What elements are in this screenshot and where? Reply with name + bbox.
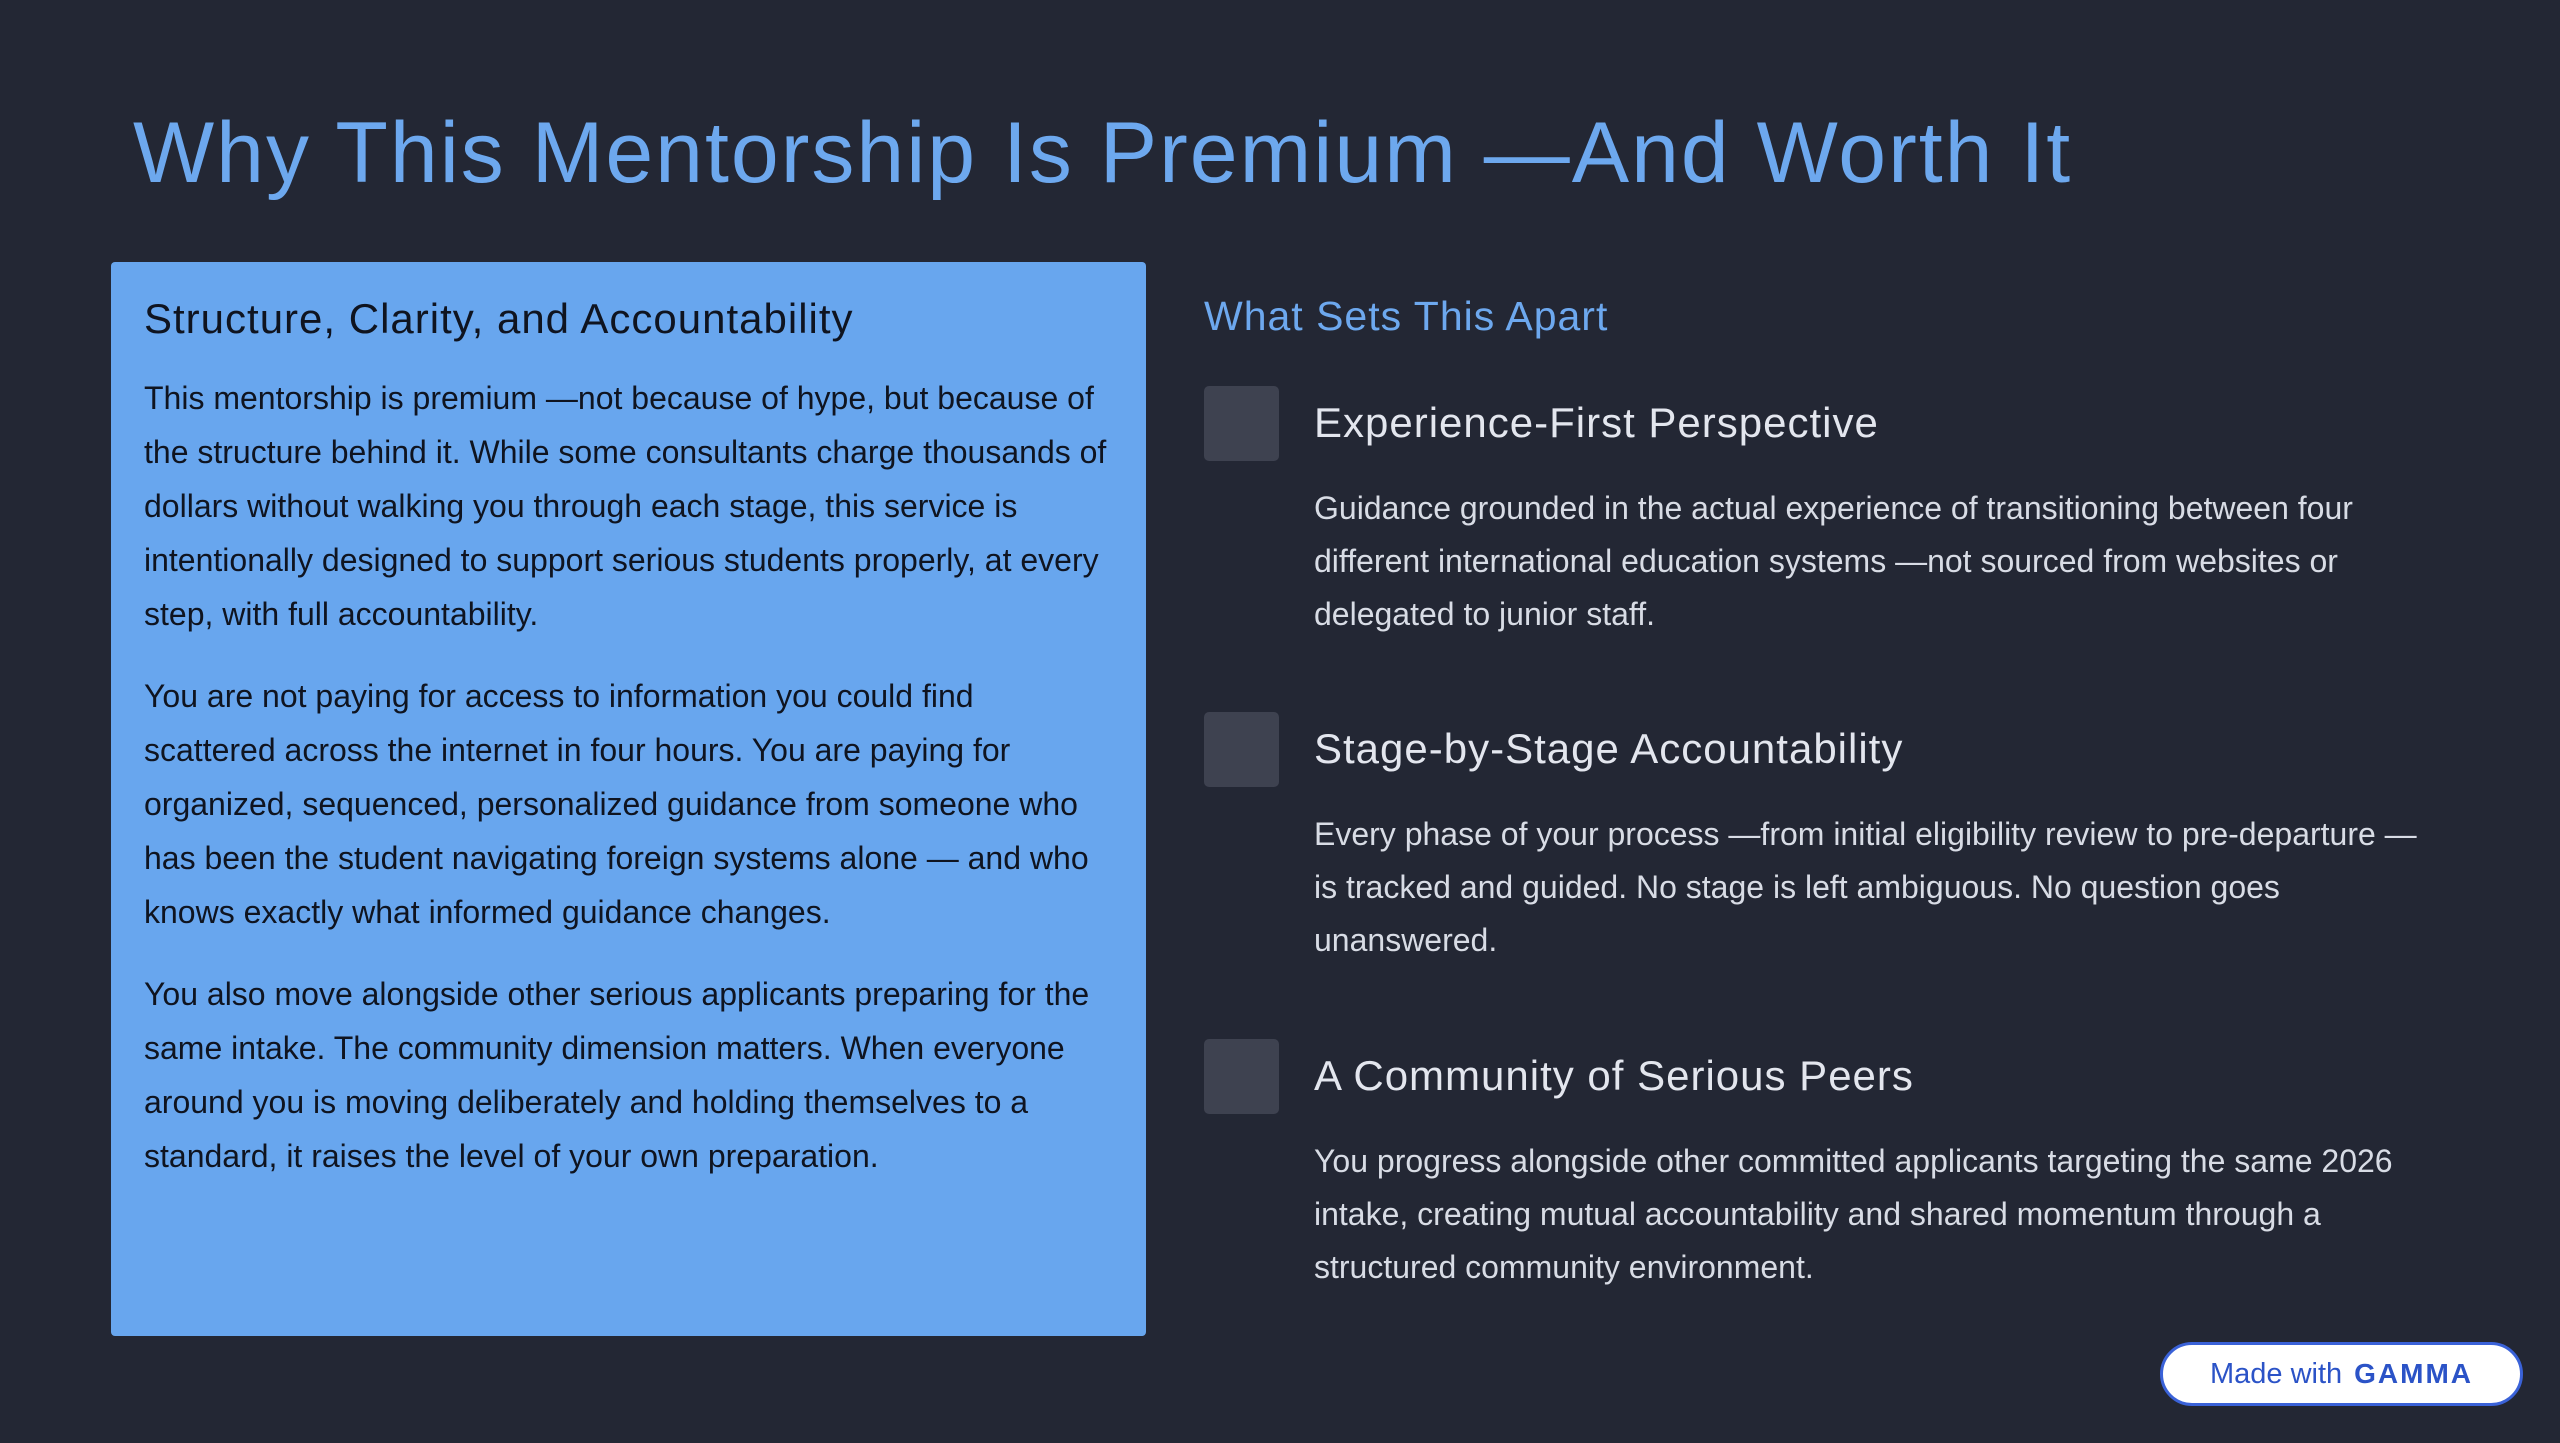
badge-prefix: Made with: [2209, 1357, 2343, 1390]
feature-icon: [1204, 1039, 1279, 1114]
gamma-logo: GAMMA: [2354, 1358, 2474, 1389]
card-paragraph: This mentorship is premium —not because of hype, but because of the structure behind it. While some consultants charge thousands of dollars without walking you through each stage, this service is intentionally designed to support serious students properly, at every step, with full accountability.: [144, 379, 1107, 632]
card-paragraph: You also move alongside other serious applicants preparing for the same intake. The community dimension matters. When everyone around you is moving deliberately and holding themselves to a standard, it raises the level of your own preparation.: [144, 975, 1090, 1174]
feature-description: Every phase of your process —from initial eligibility review to pre-departure —is tracked and guided. No stage is left ambiguous. No question goes unanswered.: [1314, 816, 2417, 958]
card-paragraph: You are not paying for access to information you could find scattered across the internet in four hours. You are paying for organized, sequenced, personalized guidance from someone who has been the student navigating foreign systems alone — and who knows exactly what informed guidance changes.: [144, 677, 1089, 930]
feature-title: Experience-First Perspective: [1314, 399, 1879, 446]
feature-title: Stage-by-Stage Accountability: [1314, 725, 1904, 772]
structure-card: [111, 262, 1146, 1336]
feature-icon: [1204, 712, 1279, 787]
section-heading: What Sets This Apart: [1204, 293, 1609, 339]
page-title: Why This Mentorship Is Premium —And Worth It: [133, 105, 2073, 201]
feature-icon: [1204, 386, 1279, 461]
feature-title: A Community of Serious Peers: [1314, 1052, 1914, 1099]
features-section: [1204, 290, 2434, 1285]
card-heading: Structure, Clarity, and Accountability: [144, 295, 854, 342]
feature-description: You progress alongside other committed applicants targeting the same 2026 intake, creating mutual accountability and shared momentum through a structured community environment.: [1314, 1143, 2393, 1285]
made-with-gamma-badge[interactable]: [2160, 1342, 2523, 1406]
feature-description: Guidance grounded in the actual experience of transitioning between four different international education systems —not sourced from websites or delegated to junior staff.: [1314, 490, 2353, 632]
